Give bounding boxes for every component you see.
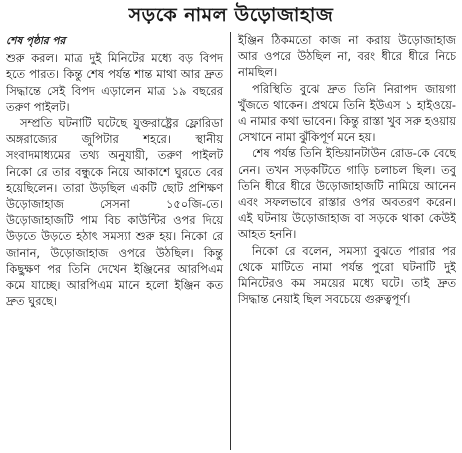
article-headline: সড়কে নামল উড়োজাহাজ <box>128 4 334 26</box>
paragraph <box>6 32 223 115</box>
right-column <box>231 32 456 450</box>
paragraph-text: শুরু করল। মাত্র দুই মিনিটের মধ্যে বড় বিপদ হতে পারত। কিন্তু শেষ পর্যন্ত শান্ত মাথা আর দ্রুত সিদ্ধান্তে সেই বিপদ এড়ালেন মাত্র ১৯ বছরের তরুণ পাইলট। <box>6 51 223 114</box>
paragraph: সম্প্রতি ঘটনাটি ঘটেছে যুক্তরাষ্ট্রের ফ্লোরিডা অঙ্গরাজ্যের জুপিটার শহরে। স্থানীয় সংবাদমাধ্যমের তথ্য অনুযায়ী, তরুণ পাইলট নিকো রে তার বন্ধুকে নিয়ে আকাশে ঘুরতে বের হয়েছিলেন। তারা উড়ছিল একটি ছোট প্রশিক্ষণ উড়োজাহাজ সেসনা ১৫০জি-তে। উড়োজাহাজটি পাম বিচ কাউন্টির ওপর দিয়ে উড়তে উড়তে হঠাৎ সমস্যা শুরু হয়। নিকো রে জানান, উড়োজাহাজ ওপরে উঠছিল। কিন্তু কিছুক্ষণ পর তিনি দেখেন ইঞ্জিনের আরপিএম কমে যাচ্ছে। আরপিএম মানে হলো ইঞ্জিন কত দ্রুত ঘুরছে। <box>6 116 223 309</box>
left-column <box>6 32 231 450</box>
paragraph: শেষ পর্যন্ত তিনি ইন্ডিয়ানটাউন রোড-কে বেছে নেন। তখন সড়কটিতে গাড়ি চলাচল ছিল। তবু তিনি ধীরে ধীরে উড়োজাহাজটি নামিয়ে আনেন এবং সফলভাবে রাস্তার ওপর অবতরণ করেন। এই ঘটনায় উড়োজাহাজ বা সড়কে থাকা কেউই আহত হননি। <box>238 146 456 242</box>
article-body <box>6 32 456 450</box>
paragraph: নিকো রে বলেন, সমস্যা বুঝতে পারার পর থেকে মাটিতে নামা পর্যন্ত পুরো ঘটনাটি দুই মিনিটেরও কম সময়ের মধ্যে ঘটে। তাই দ্রুত সিদ্ধান্ত নেয়াই ছিল সবচেয়ে গুরুত্বপূর্ণ। <box>238 243 456 307</box>
paragraph: পরিস্থিতি বুঝে দ্রুত তিনি নিরাপদ জায়গা খুঁজতে থাকেন। প্রথমে তিনি ইউএস ১ হাইওয়ে-এ নামার কথা ভাবেন। কিন্তু রাস্তা খুব সরু হওয়ায় সেখানে নামা ঝুঁকিপূর্ণ মনে হয়। <box>238 81 456 145</box>
paragraph: ইঞ্জিন ঠিকমতো কাজ না করায় উড়োজাহাজ আর ওপরে উঠছিল না, বরং ধীরে ধীরে নিচে নামছিল। <box>238 33 456 80</box>
continued-from-label: শেষ পৃষ্ঠার পর <box>6 35 66 47</box>
